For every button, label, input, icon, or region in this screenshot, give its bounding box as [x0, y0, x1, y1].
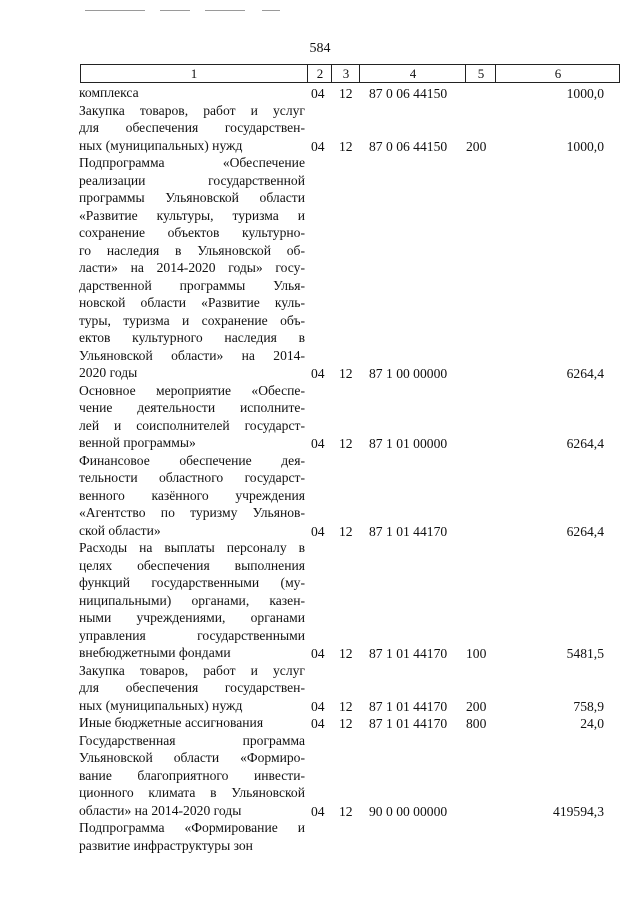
- subsection-code: 12: [339, 716, 353, 731]
- section-code: 04: [311, 698, 325, 714]
- amount-value: 24,0: [580, 716, 604, 731]
- row-description: [79, 102, 305, 155]
- description-line: ской области»: [79, 522, 161, 538]
- target-article-code: 87 0 06 44150: [369, 86, 448, 101]
- section-code: 04: [311, 803, 325, 819]
- description-line: Закупка товаров, работ и услуг: [79, 102, 305, 118]
- amount-value: 758,9: [573, 698, 604, 714]
- subsection-code: 12: [339, 803, 353, 819]
- description-line: ных (муниципальных) нужд: [79, 697, 243, 713]
- section-code: 04: [311, 436, 325, 451]
- section-code: 04: [311, 366, 325, 381]
- scan-artifact: [85, 10, 145, 11]
- row-description: [79, 154, 305, 382]
- row-description: [79, 819, 305, 854]
- description-line: ных (муниципальных) нужд: [79, 137, 243, 153]
- header-col-2: 2: [307, 65, 332, 82]
- page-number: 584: [309, 41, 331, 56]
- description-line: Основное мероприятие «Обеспе-: [79, 382, 305, 398]
- description-line: Подпрограмма «Формирование и: [79, 820, 305, 835]
- subsection-code: 12: [339, 646, 353, 661]
- amount-value: 6264,4: [566, 436, 604, 451]
- scan-artifact: [262, 10, 280, 11]
- amount-value: 419594,3: [553, 803, 604, 819]
- description-line: 2020 годы: [79, 365, 138, 380]
- description-line: тельности областного государст-: [79, 470, 305, 485]
- description-line: программы Ульяновской области: [79, 190, 305, 205]
- description-line: Расходы на выплаты персоналу в: [79, 540, 305, 555]
- description-line: новской области «Развитие куль-: [79, 295, 305, 310]
- description-line: ниципальными) органами, казен-: [79, 592, 305, 608]
- description-line: ектов культурного наследия в: [79, 330, 305, 345]
- subsection-code: 12: [339, 366, 353, 381]
- subsection-code: 12: [339, 523, 353, 539]
- description-line: Финансовое обеспечение дея-: [79, 452, 305, 468]
- description-line: «Агентство по туризму Ульянов-: [79, 505, 305, 520]
- row-description: [79, 662, 305, 715]
- description-line: лей и соисполнителей государст-: [79, 417, 305, 433]
- table-header: [80, 64, 620, 83]
- subsection-code: 12: [339, 698, 353, 714]
- subsection-code: 12: [339, 86, 353, 101]
- description-line: ласти» на 2014-2020 годы» госу-: [79, 260, 305, 275]
- description-line: функций государственными (му-: [79, 575, 305, 590]
- header-col-3: 3: [331, 65, 360, 82]
- section-code: 04: [311, 523, 325, 539]
- header-col-5: 5: [465, 65, 496, 82]
- description-line: Иные бюджетные ассигнования: [79, 715, 264, 730]
- description-line: управления государственными: [79, 627, 305, 643]
- target-article-code: 87 1 01 44170: [369, 646, 448, 661]
- header-col-4: 4: [359, 65, 466, 82]
- subsection-code: 12: [339, 138, 353, 154]
- amount-value: 5481,5: [566, 646, 604, 661]
- header-col-6: 6: [495, 65, 620, 82]
- amount-value: 1000,0: [566, 138, 604, 154]
- target-article-code: 90 0 00 00000: [369, 803, 448, 819]
- description-line: туры, туризма и сохранение объ-: [79, 312, 305, 328]
- row-description: [79, 539, 305, 662]
- subsection-code: 12: [339, 436, 353, 451]
- description-line: для обеспечения государствен-: [79, 120, 305, 135]
- description-line: комплекса: [79, 85, 139, 100]
- description-line: Подпрограмма «Обеспечение: [79, 155, 305, 170]
- section-code: 04: [311, 86, 325, 101]
- row-description: [79, 714, 305, 732]
- expense-type-code: 200: [466, 698, 487, 714]
- expense-type-code: 100: [466, 646, 487, 661]
- description-line: венного казённого учреждения: [79, 487, 305, 503]
- target-article-code: 87 1 01 00000: [369, 436, 448, 451]
- target-article-code: 87 1 01 44170: [369, 698, 448, 714]
- description-line: Закупка товаров, работ и услуг: [79, 662, 305, 678]
- description-line: вание благоприятного инвести-: [79, 767, 305, 783]
- expense-type-code: 200: [466, 138, 487, 154]
- target-article-code: 87 0 06 44150: [369, 138, 448, 154]
- description-line: «Развитие культуры, туризма и: [79, 207, 305, 223]
- target-article-code: 87 1 01 44170: [369, 523, 448, 539]
- amount-value: 6264,4: [566, 366, 604, 381]
- expense-type-code: 800: [466, 716, 487, 731]
- description-line: венной программы»: [79, 435, 196, 450]
- target-article-code: 87 1 01 44170: [369, 716, 448, 731]
- description-line: ционного климата в Ульяновской: [79, 785, 305, 800]
- section-code: 04: [311, 138, 325, 154]
- row-description: [79, 732, 305, 820]
- row-description: [79, 382, 305, 452]
- section-code: 04: [311, 646, 325, 661]
- description-line: для обеспечения государствен-: [79, 680, 305, 695]
- scan-artifact: [205, 10, 245, 11]
- description-line: реализации государственной: [79, 172, 305, 188]
- header-col-1: 1: [190, 66, 198, 81]
- amount-value: 1000,0: [566, 86, 604, 101]
- description-line: дарственной программы Улья-: [79, 277, 305, 293]
- amount-value: 6264,4: [566, 523, 604, 539]
- row-description: [79, 452, 305, 540]
- description-line: Государственная программа: [79, 732, 305, 748]
- section-code: 04: [311, 716, 325, 731]
- description-line: Ульяновской области «Формиро-: [79, 750, 305, 765]
- scan-artifact: [160, 10, 190, 11]
- description-line: ными учреждениями, органами: [79, 610, 305, 625]
- description-line: го наследия в Ульяновской об-: [79, 242, 305, 258]
- row-description: [79, 84, 305, 102]
- description-line: сохранение объектов культурно-: [79, 225, 305, 240]
- description-line: чение деятельности исполните-: [79, 400, 305, 415]
- description-line: внебюджетными фондами: [79, 645, 231, 660]
- description-line: целях обеспечения выполнения: [79, 557, 305, 573]
- description-line: Ульяновской области» на 2014-: [79, 347, 305, 363]
- description-line: области» на 2014-2020 годы: [79, 802, 242, 818]
- target-article-code: 87 1 00 00000: [369, 366, 448, 381]
- description-line: развитие инфраструктуры зон: [79, 837, 253, 853]
